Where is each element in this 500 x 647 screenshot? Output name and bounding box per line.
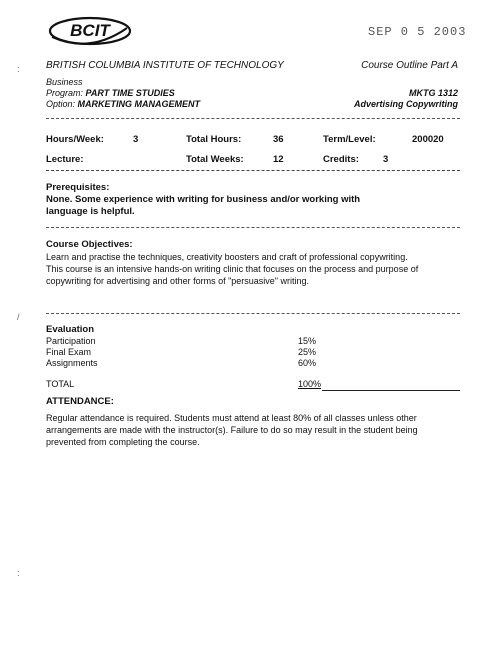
program-line [46, 88, 175, 98]
option-value: MARKETING MANAGEMENT [77, 99, 201, 109]
hours-week-value: 3 [133, 134, 139, 145]
objectives-line: copywriting for advertising and other forms of "persuasive" writing. [46, 276, 310, 286]
outline-label: Course Outline Part A [361, 60, 458, 71]
institute-name: BRITISH COLUMBIA INSTITUTE OF TECHNOLOGY [46, 60, 284, 71]
evaluation-item-value: 15% [298, 336, 317, 346]
attendance-line: Regular attendance is required. Students must attend at least 80% of all classes unless other [46, 413, 417, 423]
divider [46, 313, 460, 314]
scan-mark: / [17, 312, 20, 322]
total-underline [322, 390, 460, 391]
divider [46, 227, 460, 228]
date-stamp: SEP 0 5 2003 [368, 25, 467, 39]
evaluation-item-value: 60% [298, 358, 317, 368]
total-hours-value: 36 [273, 134, 284, 145]
program-label: Program: [46, 88, 84, 98]
attendance-line: prevented from completing the course. [46, 437, 200, 447]
evaluation-item-label: Participation [46, 336, 96, 346]
objectives-line: This course is an intensive hands-on writing clinic that focuses on the process and purpose of [46, 264, 419, 274]
scan-mark: : [17, 568, 20, 578]
program-value: PART TIME STUDIES [85, 88, 175, 98]
lecture-label: Lecture: [46, 154, 84, 165]
divider [46, 170, 460, 171]
option-line [46, 99, 200, 109]
credits-value: 3 [383, 154, 389, 165]
department: Business [46, 77, 83, 87]
total-label: TOTAL [46, 379, 75, 389]
attendance-heading: ATTENDANCE: [46, 396, 114, 407]
prerequisites-heading: Prerequisites: [46, 182, 110, 193]
option-label: Option: [46, 99, 76, 109]
scan-mark: : [17, 64, 20, 74]
divider [46, 118, 460, 119]
evaluation-item-label: Final Exam [46, 347, 92, 357]
total-value: 100% [298, 379, 322, 389]
total-weeks-label: Total Weeks: [186, 154, 244, 165]
course-title: Advertising Copywriting [353, 99, 458, 109]
evaluation-item-label: Assignments [46, 358, 98, 368]
svg-text:BCIT: BCIT [70, 21, 110, 40]
objectives-heading: Course Objectives: [46, 239, 133, 250]
course-code: MKTG 1312 [408, 88, 458, 98]
prerequisites-line: None. Some experience with writing for business and/or working with [46, 194, 361, 205]
evaluation-heading: Evaluation [46, 324, 95, 335]
term-level-value: 200020 [412, 134, 444, 145]
credits-label: Credits: [323, 154, 359, 165]
bcit-logo [47, 14, 133, 48]
prerequisites-line: language is helpful. [46, 206, 135, 217]
evaluation-item-value: 25% [298, 347, 317, 357]
total-weeks-value: 12 [273, 154, 284, 165]
hours-week-label: Hours/Week: [46, 134, 104, 145]
attendance-line: arrangements are made with the instructor(s). Failure to do so may result in the student being [46, 425, 418, 435]
term-level-label: Term/Level: [323, 134, 376, 145]
objectives-line: Learn and practise the techniques, creativity boosters and craft of professional copywriting. [46, 252, 408, 262]
total-hours-label: Total Hours: [186, 134, 242, 145]
